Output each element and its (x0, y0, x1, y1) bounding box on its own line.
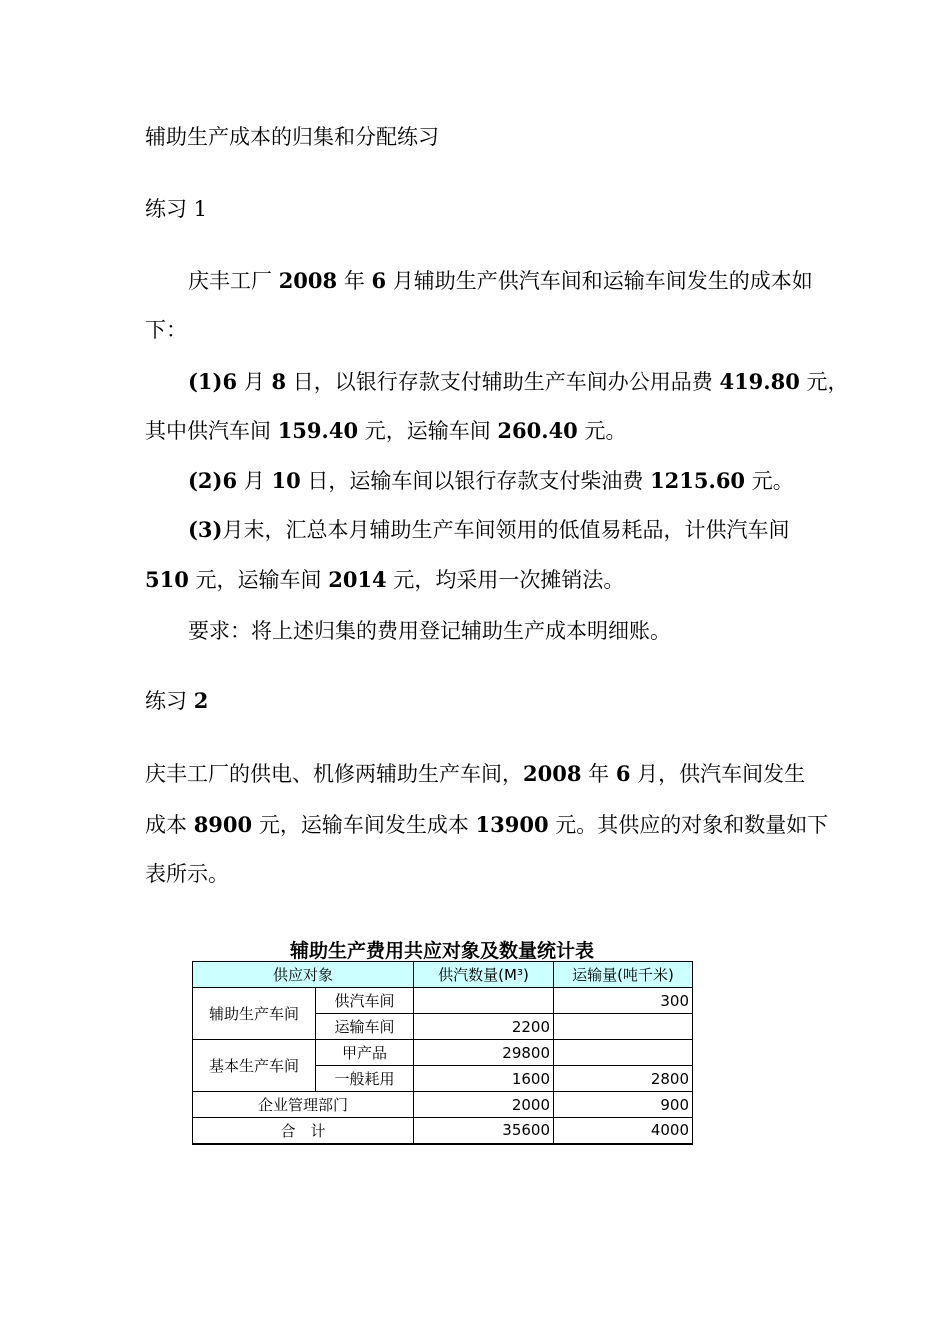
text: 成本 (145, 813, 194, 837)
text: 元。 (577, 419, 627, 443)
table-title: 辅助生产费用共应对象及数量统计表 (289, 940, 594, 962)
exercise-2-heading (145, 687, 815, 715)
header-steam-quantity: 供汽数量(M³) (414, 962, 554, 988)
text: 日，以银行存款支付辅助生产车间办公用品费 (286, 370, 720, 394)
row-label: 运输车间 (316, 1014, 414, 1040)
text: 月 (237, 370, 272, 394)
amount: 1215.60 (650, 468, 746, 493)
exercise-1-item-1-line-2 (145, 417, 815, 445)
steam-cell: 2200 (414, 1014, 554, 1040)
amount: 260.40 (497, 418, 578, 443)
text: 下： (145, 318, 187, 342)
table-row (193, 1092, 693, 1118)
row-label: 企业管理部门 (193, 1092, 414, 1118)
steam-cell (414, 988, 554, 1014)
item-number: (1)6 (188, 369, 238, 394)
exercise-1-item-1-line-1 (188, 368, 858, 396)
amount: 510 (145, 567, 189, 592)
text: 表所示。 (145, 862, 229, 886)
text: 月 (237, 469, 272, 493)
text: 日，运输车间以银行存款支付柴油费 (300, 469, 651, 493)
amount: 8900 (193, 812, 253, 837)
amount: 13900 (475, 812, 549, 837)
day: 8 (271, 369, 287, 394)
steam-total-cell: 35600 (414, 1118, 554, 1144)
steam-cell: 29800 (414, 1040, 554, 1066)
text: 元， (799, 370, 849, 394)
text: 元，运输车间发生成本 (252, 813, 476, 837)
transport-cell: 300 (554, 988, 693, 1014)
text: 月，供汽车间发生 (630, 762, 806, 786)
exercise-1-heading-text: 练习 1 (145, 197, 208, 221)
exercise-1-heading (145, 195, 815, 223)
header-supply-target: 供应对象 (193, 962, 414, 988)
text: 元。 (745, 469, 794, 493)
text: 庆丰工厂的供电、机修两辅助生产车间， (145, 762, 523, 786)
steam-cell: 1600 (414, 1066, 554, 1092)
supply-statistics-table (192, 961, 693, 1145)
day: 10 (271, 468, 301, 493)
table-total-row (193, 1118, 693, 1144)
item-number: (2)6 (188, 468, 238, 493)
group-label: 辅助生产车间 (193, 988, 316, 1040)
exercise-number: 2 (193, 688, 209, 713)
text: 其中供汽车间 (145, 419, 278, 443)
row-label: 甲产品 (316, 1040, 414, 1066)
transport-cell: 900 (554, 1092, 693, 1118)
year: 2008 (523, 761, 582, 786)
text: 月末，汇总本月辅助生产车间领用的低值易耗品，计供汽车间 (222, 518, 790, 542)
year: 2008 (278, 268, 338, 293)
text: 元。其供应的对象和数量如下 (548, 813, 829, 837)
exercise-1-intro-line-2 (145, 316, 815, 344)
amount: 419.80 (719, 369, 800, 394)
transport-cell (554, 1014, 693, 1040)
exercise-2-para-line-2 (145, 811, 829, 839)
header-transport-volume: 运输量(吨千米) (554, 962, 693, 988)
transport-cell: 2800 (554, 1066, 693, 1092)
text: 年 (581, 762, 616, 786)
steam-cell: 2000 (414, 1092, 554, 1118)
title-text: 辅助生产成本的归集和分配练习 (145, 125, 439, 149)
amount: 2014 (328, 567, 387, 592)
text: 月辅助生产供汽车间和运输车间发生的成本如 (386, 269, 813, 293)
row-label: 供汽车间 (316, 988, 414, 1014)
transport-cell (554, 1040, 693, 1066)
text: 年 (337, 269, 372, 293)
exercise-1-item-3-line-2 (145, 566, 815, 594)
amount: 159.40 (277, 418, 359, 443)
exercise-2-para-line-1 (145, 760, 815, 788)
exercise-1-item-2 (188, 467, 858, 495)
text: 元，运输车间 (358, 419, 498, 443)
total-label: 合 计 (193, 1118, 414, 1144)
text: 要求：将上述归集的费用登记辅助生产成本明细账。 (188, 619, 671, 643)
exercise-1-item-3-line-1 (188, 516, 858, 544)
transport-total-cell: 4000 (554, 1118, 693, 1144)
month: 6 (371, 268, 387, 293)
group-label: 基本生产车间 (193, 1040, 316, 1092)
text: 元，均采用一次摊销法。 (386, 568, 625, 592)
exercise-2-para-line-3 (145, 860, 815, 888)
text: 庆丰工厂 (188, 269, 279, 293)
table-row (193, 988, 693, 1014)
text: 元，运输车间 (188, 568, 329, 592)
row-label: 一般耗用 (316, 1066, 414, 1092)
exercise-1-intro-line-1 (188, 267, 858, 295)
text: 练习 (145, 689, 194, 713)
table-header-row (193, 962, 693, 988)
item-number: (3) (188, 517, 223, 542)
table-row (193, 1040, 693, 1066)
month: 6 (615, 761, 631, 786)
exercise-1-requirement (188, 617, 858, 645)
document-title (145, 123, 815, 151)
